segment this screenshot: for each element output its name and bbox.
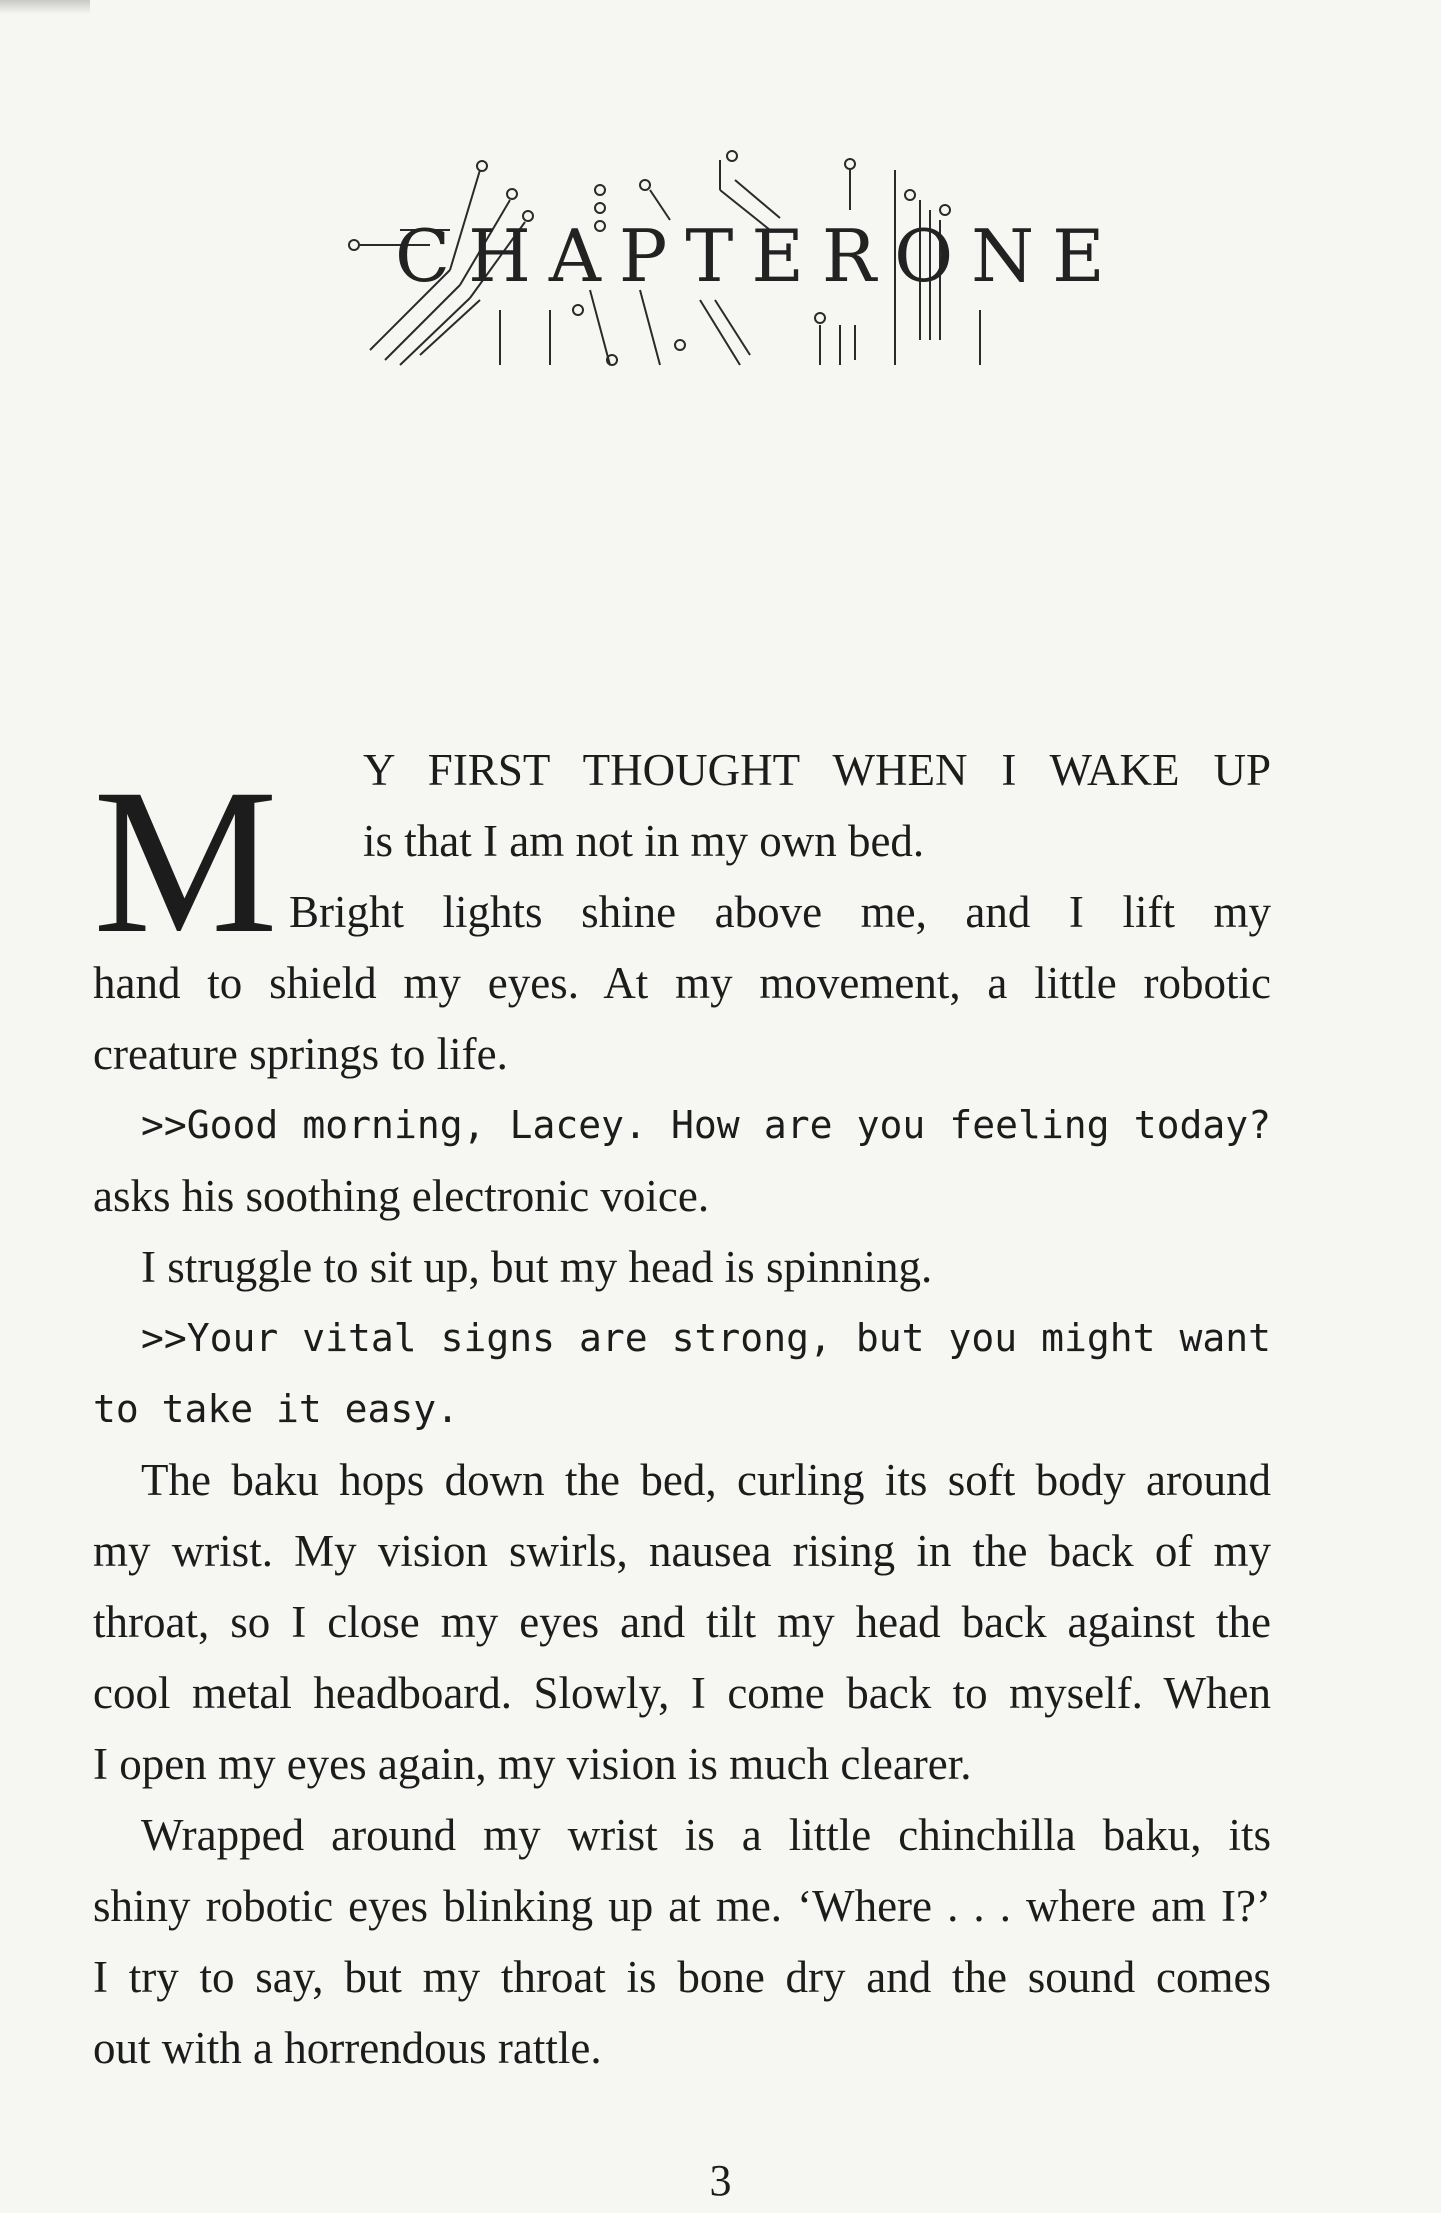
robot-dialogue-line: >>Good morning, Lacey. How are you feeling today? <box>141 1103 1271 1147</box>
opening-paragraph <box>93 735 1271 976</box>
text-line: Bright lights shine above me, and I lift my <box>289 887 1271 937</box>
text-line: creature springs to life. <box>93 1029 508 1079</box>
chapter-body <box>93 735 1271 2084</box>
robot-dialogue-line: to take it easy. <box>93 1387 460 1431</box>
text-line: shiny robotic eyes blinking up at me. ‘Where . . . where am I?’ <box>93 1881 1271 1931</box>
chapter-heading <box>340 150 1123 380</box>
text-line: out with a horrendous rattle. <box>93 2023 602 2073</box>
text-line: is that I am not in my own bed. <box>363 816 925 866</box>
text-line: I open my eyes again, my vision is much clearer. <box>93 1739 972 1789</box>
text-line: cool metal headboard. Slowly, I come back to myself. When <box>93 1668 1271 1718</box>
drop-cap: M <box>93 746 278 976</box>
text-line: I try to say, but my throat is bone dry and the sound comes <box>93 1952 1271 2002</box>
text-line: Wrapped around my wrist is a little chinchilla baku, its <box>141 1810 1271 1860</box>
page-corner-shadow <box>0 0 90 14</box>
text-line: Y FIRST THOUGHT WHEN I WAKE UP <box>363 745 1271 795</box>
text-line: I struggle to sit up, but my head is spinning. <box>141 1242 933 1292</box>
text-line: throat, so I close my eyes and tilt my head back against the <box>93 1597 1271 1647</box>
text-line: hand to shield my eyes. At my movement, a little robotic <box>93 958 1271 1008</box>
text-line: my wrist. My vision swirls, nausea rising in the back of my <box>93 1526 1271 1576</box>
robot-dialogue-line: >>Your vital signs are strong, but you might want <box>141 1316 1271 1360</box>
text-line: The baku hops down the bed, curling its soft body around <box>141 1455 1271 1505</box>
text-line: asks his soothing electronic voice. <box>93 1171 710 1221</box>
page-number: 3 <box>709 2156 732 2205</box>
chapter-title: CHAPTERONE <box>395 214 1123 298</box>
